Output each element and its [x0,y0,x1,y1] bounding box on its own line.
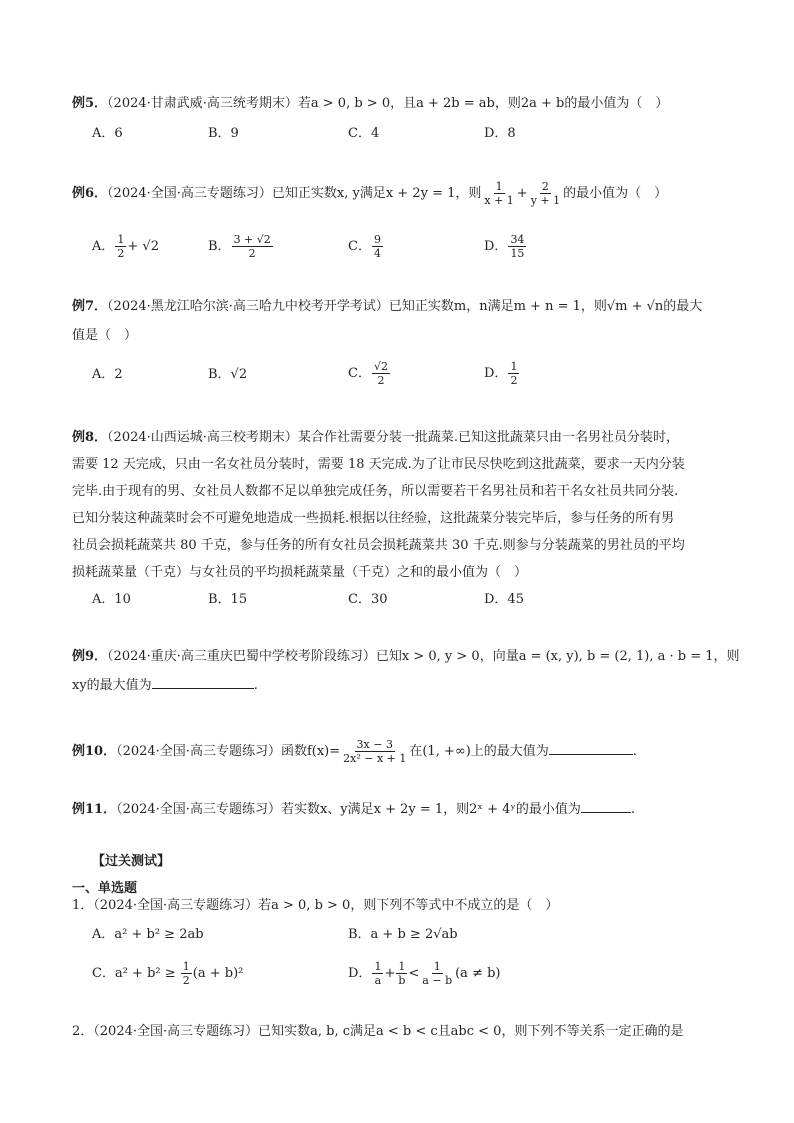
question-1-option-d: D． $\frac{1}{a}$ + $\frac{1}{b}$ < $\frac{1}{a - b}$ (a ≠ b) [348,960,501,987]
example-7-option-b: B．√2 [208,367,248,382]
question-2-stem: 2．（2024·全国·高三专题练习）已知实数a, b, c满足a < b < c且abc < 0，则下列不等关系一定正确的是 [72,1024,684,1039]
example-6-label: 例6． [72,186,108,201]
example-8-line-3: 完毕.由于现有的男、女社员人数都不足以单独完成任务，所以需要若干名男社员和若干名女社员共同分装. [72,484,679,499]
subsection-title: 一、单选题 [72,881,138,896]
example-6-text-b: 的最小值为（ ） [563,186,668,201]
example-8-option-c: C．30 [348,592,388,607]
example-5-option-d: D．8 [484,126,516,141]
example-8-line-6: 损耗蔬菜量（千克）与女社员的平均损耗蔬菜量（千克）之和的最小值为（ ） [72,565,528,580]
example-8-line-2: 需要 12 天完成，只由一名女社员分装时，需要 18 天完成.为了让市民尽快吃到这批蔬菜，要求一天内分装 [72,457,685,472]
example-8-option-a: A．10 [92,592,131,607]
section-title: 【过关测试】 [92,854,171,869]
example-6-option-a: A． $\frac{1}{2}$ + √2 [92,233,159,260]
example-6-option-c: C． $\frac{9}{4}$ [348,233,381,260]
example-8-line-5: 社员会损耗蔬菜共 80 千克，参与任务的所有女社员会损耗蔬菜共 30 千克.则参与分装蔬菜的男社员的平均 [72,538,685,553]
example-6-fraction-1: $\frac{1}{x + 1}$ [484,180,514,207]
example-9-label: 例9． [72,649,108,664]
example-5-option-c: C．4 [348,126,380,141]
example-5-option-b: B．9 [208,126,239,141]
example-10-fraction: $\frac{3x - 3}{\text{2x² − x + 1}}$ [343,738,407,765]
example-9-stem-line-2: xy的最大值为 . [72,678,258,693]
example-5-option-a: A．6 [92,126,123,141]
example-7-stem-line-2: 值是（ ） [72,328,138,343]
example-5-label: 例5． [72,96,108,111]
example-8-line-1: 例8．（2024·山西运城·高三校考期末）某合作社需要分装一批蔬菜.已知这批蔬菜只由一名男社员分装时， [72,430,680,445]
example-11-stem: 例11．（2024·全国·高三专题练习）若实数x、y满足x + 2y = 1，则2ˣ + 4ʸ的最小值为 . [72,802,636,817]
example-11-answer-blank[interactable] [581,800,631,813]
example-7-stem-line-1 [72,297,734,317]
example-6-fraction-2: $\frac{2}{y + 1}$ [530,180,561,207]
example-7-option-a: A．2 [92,367,123,382]
example-8-option-d: D．45 [484,592,524,607]
example-7-text-1: （2024·黑龙江哈尔滨·高三哈九中校考开学考试）已知正实数m，n满足m + n = 1，则√m + √n的最大 [107,299,703,314]
example-8-line-4: 已知分装这种蔬菜时会不可避免地造成一些损耗.根据以往经验，这批蔬菜分装完毕后，参与任务的所有男 [72,511,675,526]
example-10-answer-blank[interactable] [549,742,633,755]
example-8-option-b: B．15 [208,592,248,607]
example-6-option-b: B． $\frac{3 + √2}{2}$ [208,233,271,260]
example-11-label: 例11． [72,802,117,817]
example-7-label: 例7． [72,299,108,314]
question-1-option-b: B．a + b ≥ 2√ab [348,927,458,942]
question-1-stem: 1．（2024·全国·高三专题练习）若a > 0, b > 0，则下列不等式中不成立的是（ ） [72,898,559,913]
question-1-option-a: A．a² + b² ≥ 2ab [92,927,204,942]
example-8-label: 例8． [72,430,108,445]
example-6-stem: 例6．（2024·全国·高三专题练习）已知正实数x, y满足x + 2y = 1，则 $\frac{1}{x + 1}$ + $\frac{2}{y + 1}$ 的最小值为（ ） [72,180,668,207]
example-9-answer-blank[interactable] [152,676,254,689]
question-1-option-c: C．a² + b² ≥ $\frac{1}{2}$ (a + b)² [92,960,244,987]
example-9-stem-line-1: 例9．（2024·重庆·高三重庆巴蜀中学校考阶段练习）已知x > 0, y > 0，向量a = (x, y), b = (2, 1), a · b = 1，则 [72,649,740,664]
example-6-text-a: （2024·全国·高三专题练习）已知正实数x, y满足x + 2y = 1，则 [107,186,482,201]
example-7-option-c: C． $\frac{√2}{2}$ [348,360,388,387]
example-5-text: （2024·甘肃武威·高三统考期末）若a > 0, b > 0，且a + 2b = ab，则2a + b的最小值为（ ） [107,96,669,111]
example-5-stem [72,94,734,114]
example-6-option-d: D． $\frac{34}{15}$ [484,233,525,260]
example-10-stem: 例10．（2024·全国·高三专题练习）函数f(x)= $\frac{3x - 3}{\text{2x² − x + 1}}$ 在(1, +∞)上的最大值为 . [72,738,637,765]
example-7-option-d: D． $\frac{1}{2}$ [484,360,518,387]
example-10-label: 例10． [72,744,117,759]
